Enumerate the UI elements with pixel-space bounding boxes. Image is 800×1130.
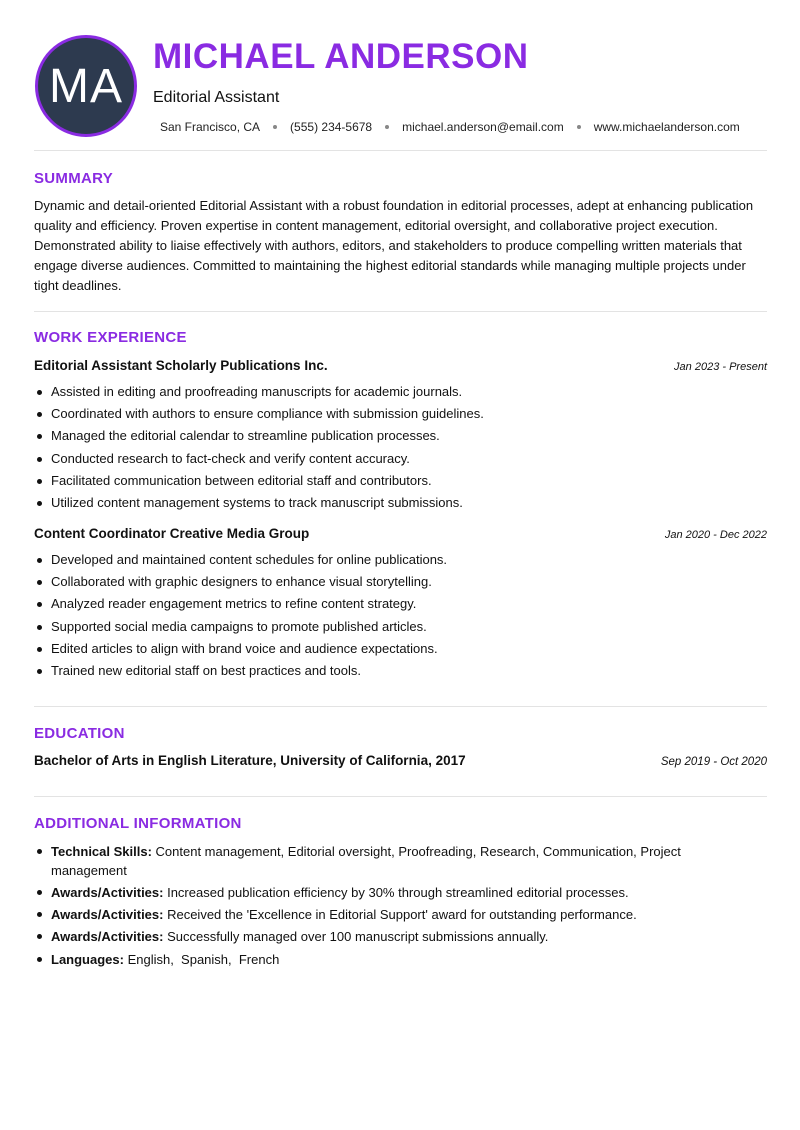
item-text: English, Spanish, French [123, 952, 280, 967]
item-label: Technical Skills: [51, 844, 152, 859]
candidate-name: MICHAEL ANDERSON [153, 37, 529, 76]
item-text: Content management, Editorial oversight, Proofreading, Research, Communication, Project management [51, 844, 681, 878]
list-item: Conducted research to fact-check and verify content accuracy. [34, 448, 767, 470]
work-experience-heading: WORK EXPERIENCE [34, 329, 187, 346]
job-role: Content Coordinator Creative Media Group [34, 526, 310, 541]
list-item [34, 950, 694, 969]
summary-text: Dynamic and detail-oriented Editorial Assistant with a robust foundation in editorial processes, adept at enhancing publication quality and efficiency. Proven expertise in content management, editorial oversight, and collaborative project execution. Demonstrated ability to liaise effectively with authors, editors, and stakeholders to produce compelling written materials that engage diverse audiences. Committed to maintaining the highest editorial standards while managing multiple projects under tight deadlines. [34, 198, 754, 293]
divider [34, 796, 767, 797]
list-item: Collaborated with graphic designers to enhance visual storytelling. [34, 571, 767, 593]
list-item: Utilized content management systems to track manuscript submissions. [34, 492, 767, 514]
list-item: Facilitated communication between editorial staff and contributors. [34, 470, 767, 492]
contact-email[interactable]: michael.anderson@email.com [402, 120, 564, 134]
list-item: Trained new editorial staff on best practices and tools. [34, 660, 767, 682]
job-header [34, 358, 767, 376]
item-label: Languages: [51, 952, 124, 967]
separator-dot [273, 125, 277, 129]
list-item: Supported social media campaigns to promote published articles. [34, 616, 767, 638]
job-role: Editorial Assistant Scholarly Publications Inc. [34, 358, 328, 373]
education-row [34, 753, 767, 768]
list-item: Developed and maintained content schedules for online publications. [34, 549, 767, 571]
item-text: Successfully managed over 100 manuscript submissions annually. [163, 929, 549, 944]
list-item [34, 842, 694, 880]
job-bullets [34, 381, 767, 514]
list-item: Edited articles to align with brand voice and audience expectations. [34, 638, 767, 660]
separator-dot [385, 125, 389, 129]
item-label: Awards/Activities: [51, 885, 164, 900]
list-item [34, 927, 694, 946]
item-label: Awards/Activities: [51, 907, 164, 922]
item-text: Increased publication efficiency by 30% through streamlined editorial processes. [163, 885, 629, 900]
job-dates: Jan 2020 - Dec 2022 [664, 529, 767, 541]
item-label: Awards/Activities: [51, 929, 164, 944]
list-item [34, 883, 694, 902]
candidate-title: Editorial Assistant [153, 89, 280, 106]
divider [34, 311, 767, 312]
item-text: Received the 'Excellence in Editorial Support' award for outstanding performance. [163, 907, 637, 922]
summary-heading: SUMMARY [34, 170, 114, 187]
list-item: Assisted in editing and proofreading manuscripts for academic journals. [34, 381, 767, 403]
job-bullets [34, 549, 767, 682]
contact-line [160, 120, 740, 134]
job-header [34, 526, 767, 544]
avatar-initials: MA [49, 59, 123, 113]
contact-location: San Francisco, CA [160, 120, 261, 134]
additional-info-heading: ADDITIONAL INFORMATION [34, 815, 242, 832]
contact-phone[interactable]: (555) 234-5678 [290, 120, 373, 134]
list-item: Coordinated with authors to ensure compliance with submission guidelines. [34, 403, 767, 425]
divider [34, 706, 767, 707]
list-item [34, 905, 694, 924]
avatar [35, 35, 137, 137]
contact-website[interactable]: www.michaelanderson.com [593, 120, 740, 134]
divider [34, 150, 767, 151]
job-dates: Jan 2023 - Present [674, 361, 767, 373]
list-item: Analyzed reader engagement metrics to refine content strategy. [34, 593, 767, 615]
additional-info-list [34, 842, 694, 972]
separator-dot [577, 125, 581, 129]
education-dates: Sep 2019 - Oct 2020 [660, 756, 767, 768]
education-heading: EDUCATION [34, 725, 125, 742]
list-item: Managed the editorial calendar to streamline publication processes. [34, 425, 767, 447]
education-degree: Bachelor of Arts in English Literature, University of California, 2017 [34, 753, 466, 768]
